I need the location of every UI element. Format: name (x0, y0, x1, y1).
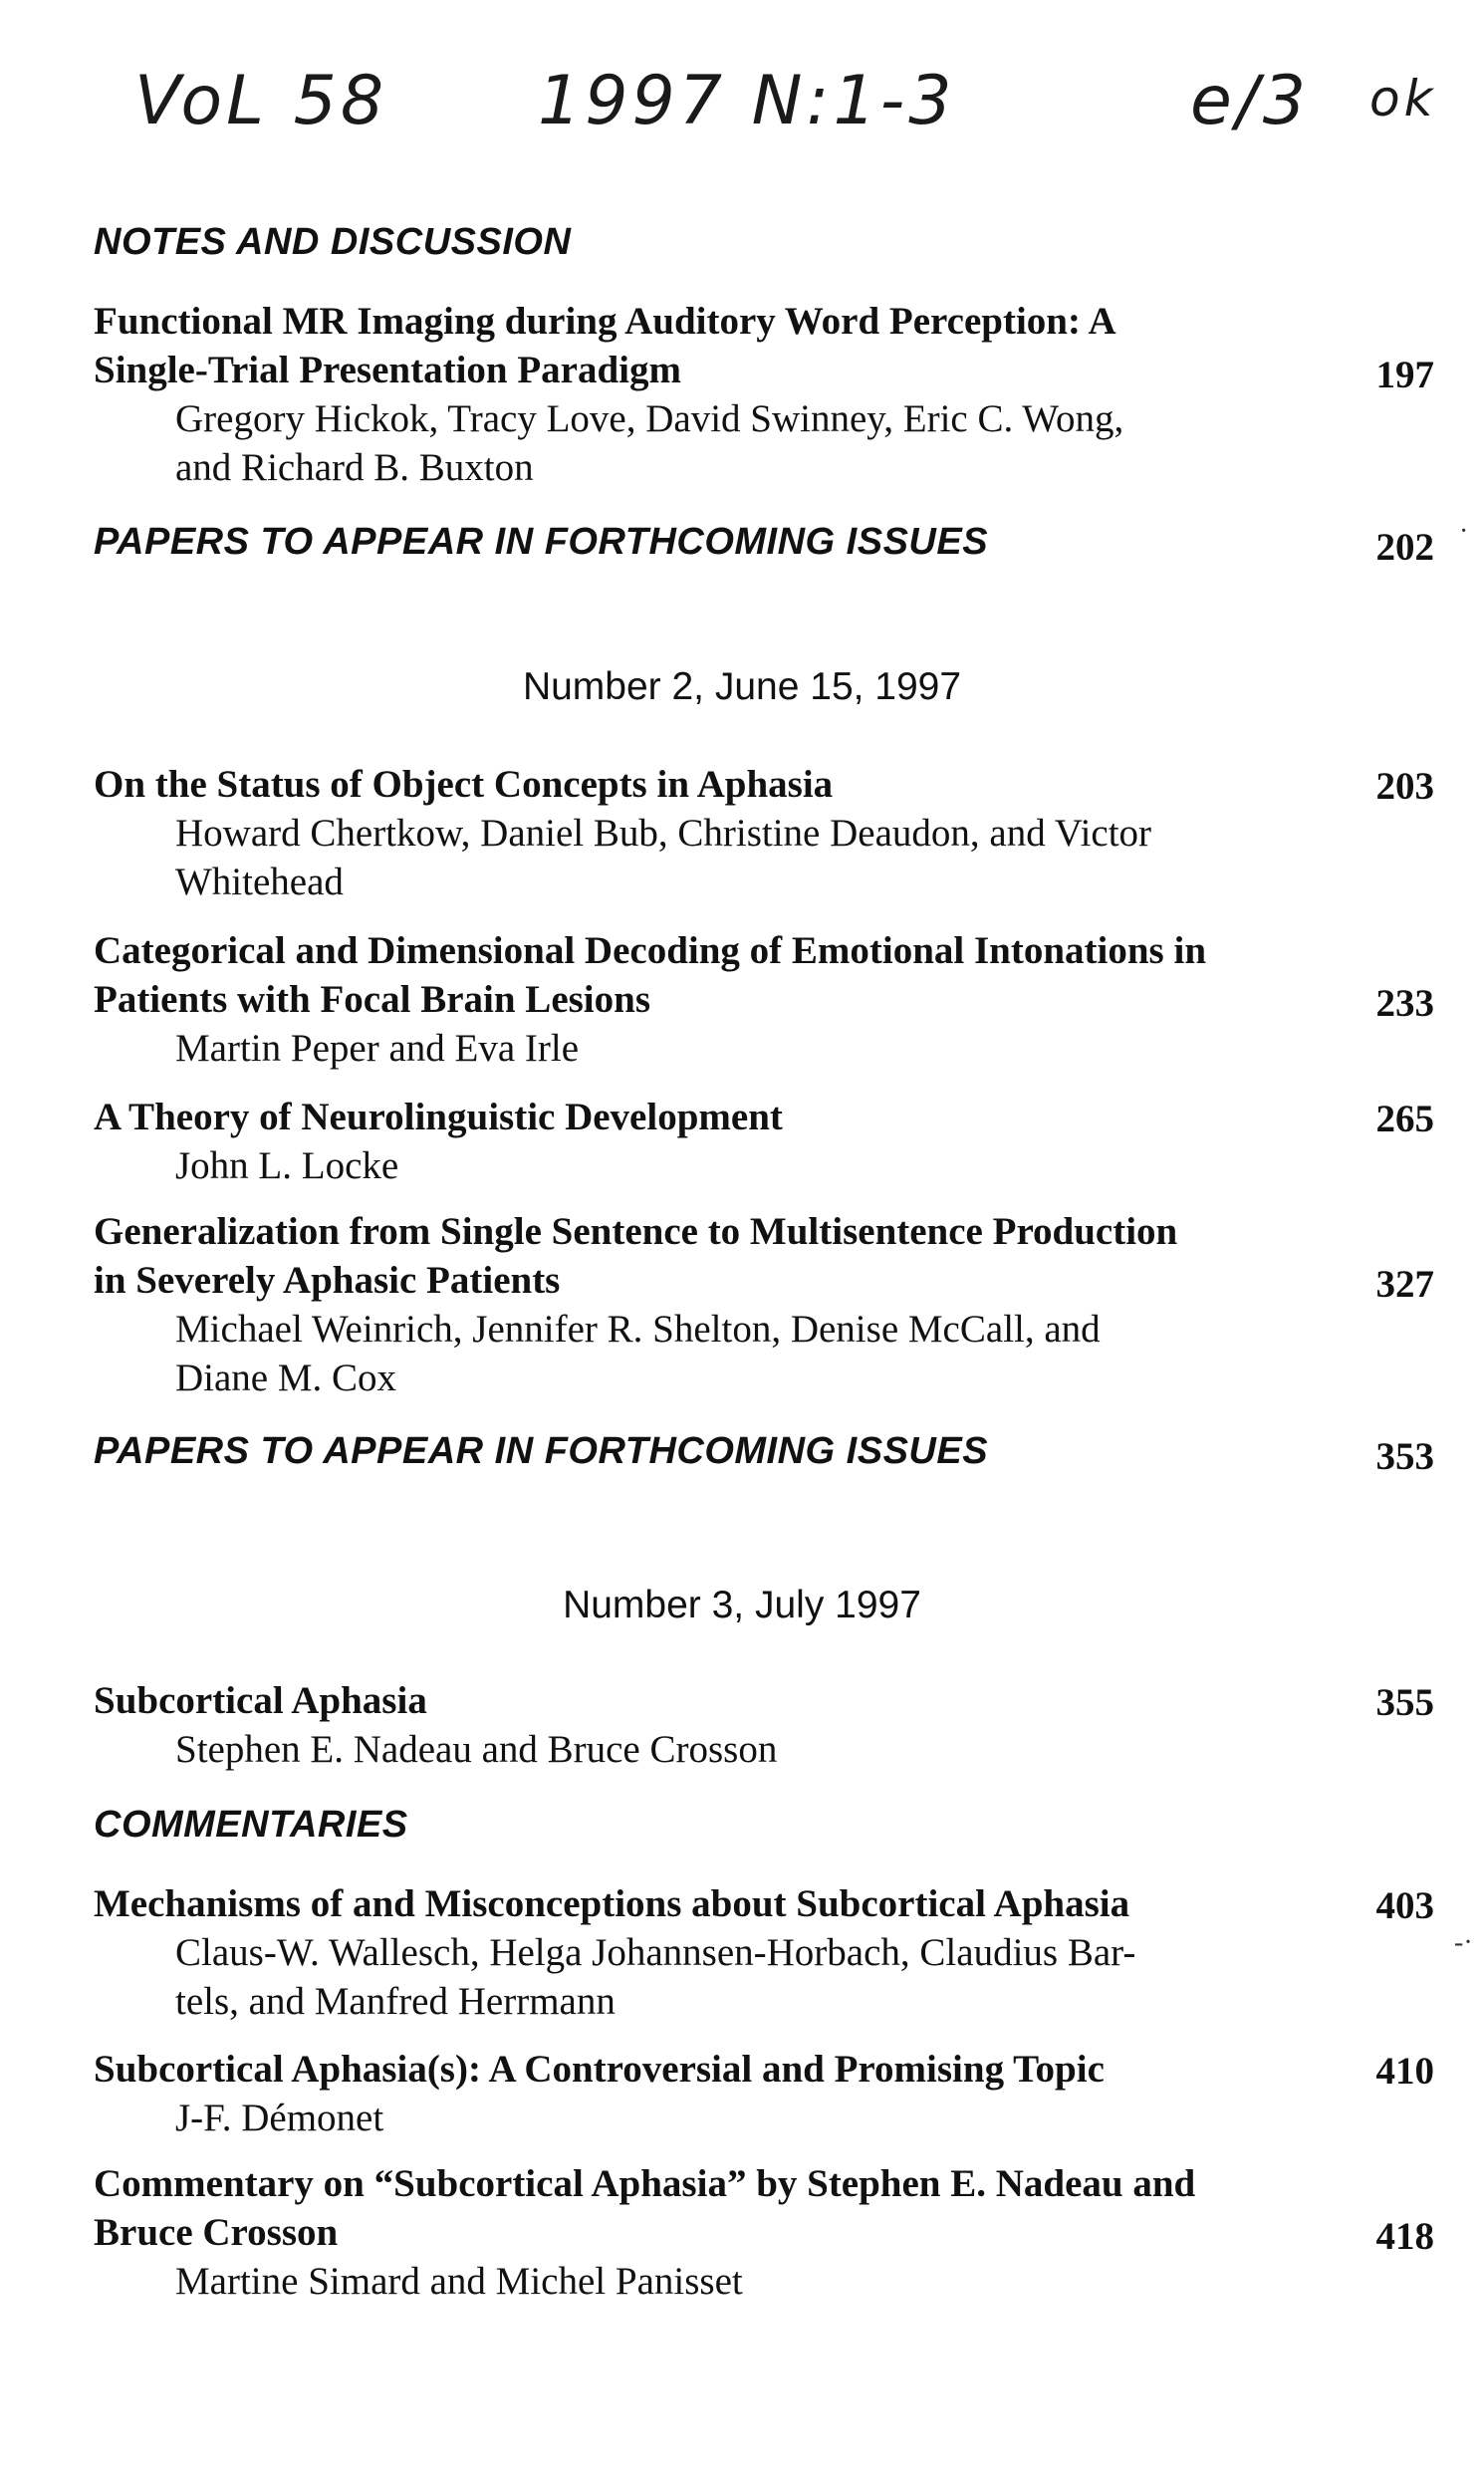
handwritten-year-issues: 1997 N:1-3 (538, 62, 956, 140)
page-number: 197 (1375, 354, 1434, 396)
entry-title: Categorical and Dimensional Decoding of Emotional Intonations in (94, 929, 1207, 972)
toc-entry (94, 1879, 1438, 2026)
entry-authors: Whitehead (175, 861, 344, 903)
page-number: 418 (1375, 2215, 1434, 2258)
page-number: 233 (1375, 982, 1434, 1025)
entry-title: Bruce Crosson (94, 2211, 339, 2254)
entry-authors: Gregory Hickok, Tracy Love, David Swinney, Eric C. Wong, (175, 397, 1124, 440)
page-number: 353 (1375, 1435, 1434, 1478)
section-forthcoming-issues: PAPERS TO APPEAR IN FORTHCOMING ISSUES (94, 521, 989, 563)
entry-authors: Howard Chertkow, Daniel Bub, Christine Deaudon, and Victor (175, 812, 1152, 855)
entry-authors: J-F. Démonet (175, 2097, 384, 2139)
entry-authors: Diane M. Cox (175, 1357, 397, 1399)
toc-entry (94, 1207, 1438, 1402)
handwritten-fraction: e/3 (1190, 62, 1311, 140)
toc-entry (94, 760, 1438, 906)
toc-entry (94, 1093, 1438, 1190)
page-number: 202 (1375, 526, 1434, 569)
handwritten-ok: ok (1369, 70, 1437, 127)
entry-authors: and Richard B. Buxton (175, 446, 534, 489)
section-notes-and-discussion: NOTES AND DISCUSSION (94, 221, 572, 263)
entry-authors: John L. Locke (175, 1144, 399, 1187)
entry-authors: Martin Peper and Eva Irle (175, 1027, 580, 1070)
entry-title: On the Status of Object Concepts in Aphasia (94, 763, 834, 806)
stray-mark: · (1459, 516, 1469, 547)
page-number: 355 (1375, 1681, 1434, 1724)
issue-heading-number-3: Number 3, July 1997 (563, 1584, 921, 1626)
handwritten-volume: VoL 58 (134, 62, 388, 140)
section-forthcoming-issues: PAPERS TO APPEAR IN FORTHCOMING ISSUES (94, 1430, 989, 1472)
issue-heading-number-2: Number 2, June 15, 1997 (522, 665, 962, 708)
stray-mark: -· (1454, 1927, 1473, 1958)
entry-authors: Martine Simard and Michel Panisset (175, 2260, 743, 2303)
entry-title: in Severely Aphasic Patients (94, 1259, 561, 1302)
entry-title: Patients with Focal Brain Lesions (94, 978, 651, 1021)
entry-title: Subcortical Aphasia (94, 1679, 427, 1722)
page-number: 410 (1375, 2050, 1434, 2093)
toc-entry (94, 2159, 1438, 2306)
entry-title: Commentary on “Subcortical Aphasia” by Stephen E. Nadeau and (94, 2162, 1196, 2205)
toc-entry (94, 297, 1438, 492)
entry-title: Mechanisms of and Misconceptions about Subcortical Aphasia (94, 1882, 1130, 1925)
entry-authors: tels, and Manfred Herrmann (175, 1980, 616, 2023)
toc-entry (94, 926, 1438, 1073)
entry-title: Single-Trial Presentation Paradigm (94, 349, 682, 391)
page-number: 327 (1375, 1263, 1434, 1306)
entry-authors: Michael Weinrich, Jennifer R. Shelton, Denise McCall, and (175, 1308, 1101, 1351)
page-number: 203 (1375, 765, 1434, 808)
entry-title: Functional MR Imaging during Auditory Word Perception: A (94, 300, 1116, 343)
entry-authors: Claus-W. Wallesch, Helga Johannsen-Horbach, Claudius Bar- (175, 1931, 1136, 1974)
entry-title: A Theory of Neurolinguistic Development (94, 1096, 783, 1138)
entry-title: Subcortical Aphasia(s): A Controversial and Promising Topic (94, 2048, 1105, 2091)
entry-authors: Stephen E. Nadeau and Bruce Crosson (175, 1728, 778, 1771)
page-number: 403 (1375, 1884, 1434, 1927)
toc-entry (94, 2045, 1438, 2142)
entry-title: Generalization from Single Sentence to Multisentence Production (94, 1210, 1178, 1253)
section-commentaries: COMMENTARIES (94, 1804, 408, 1846)
page-number: 265 (1375, 1098, 1434, 1140)
toc-entry (94, 1676, 1438, 1774)
